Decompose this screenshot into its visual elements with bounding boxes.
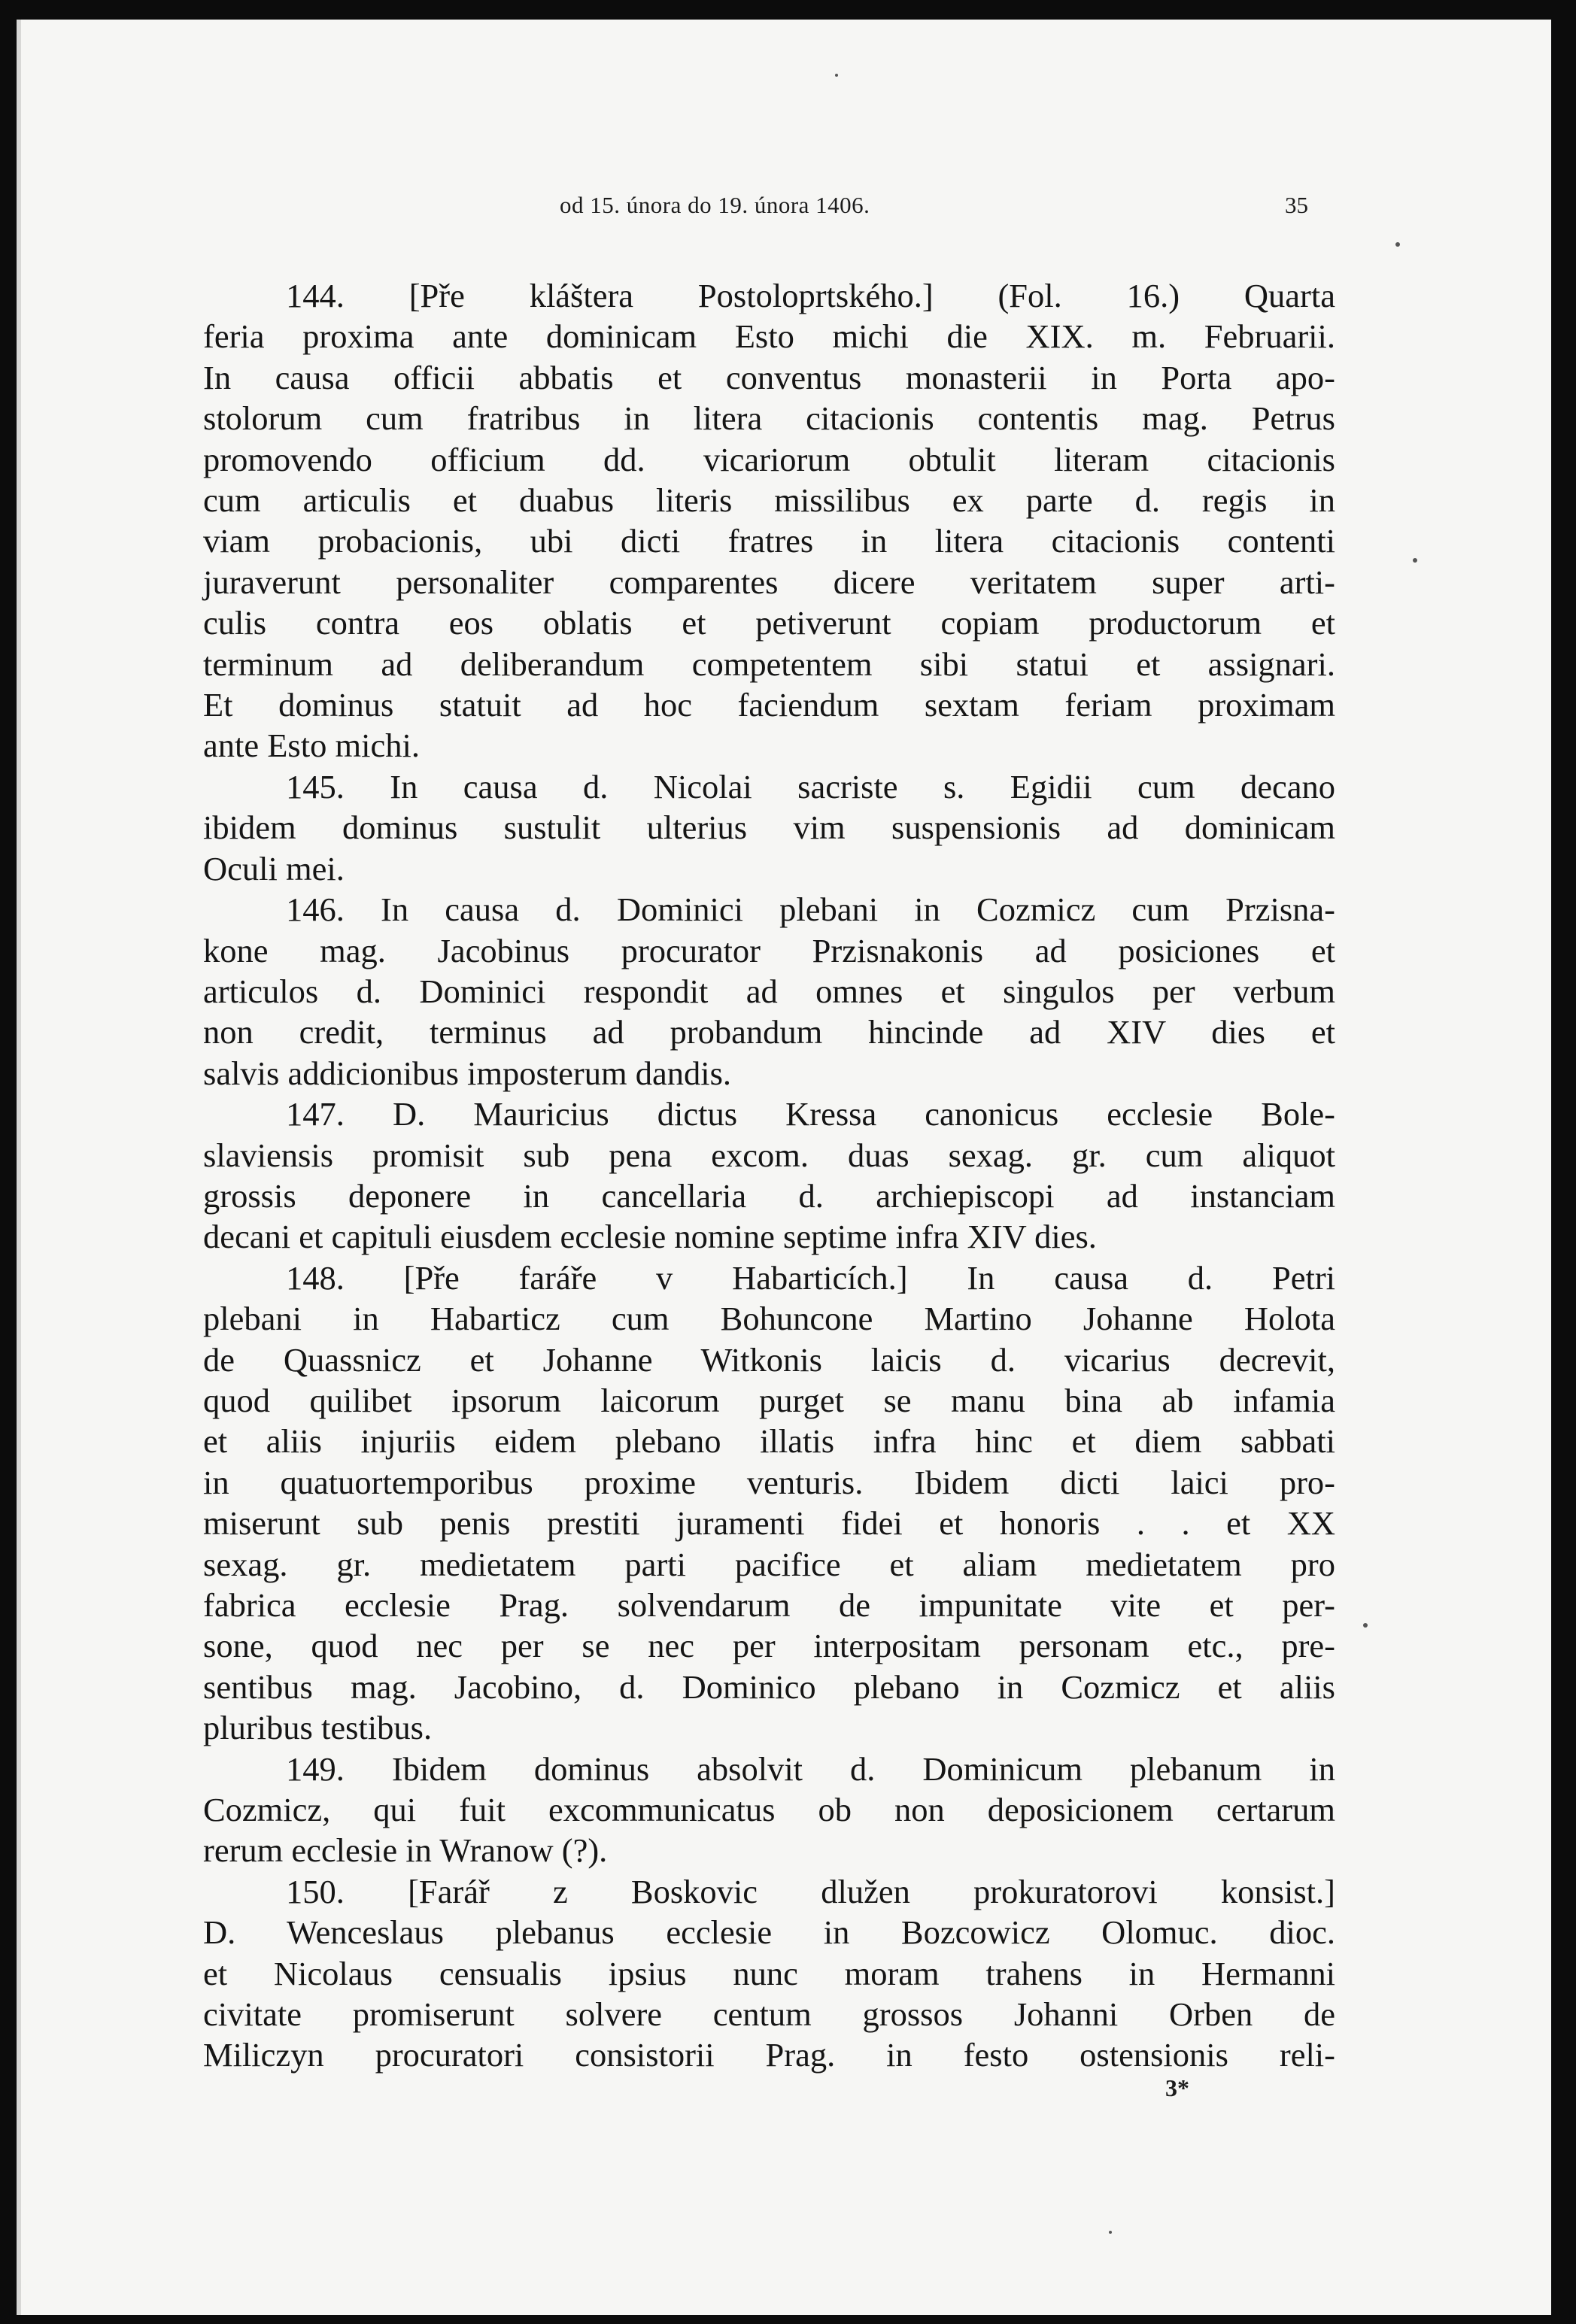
text-line: et aliis injuriis eidem plebano illatis infra hinc et diem sabbati — [203, 1422, 1335, 1461]
text-line: ibidem dominus sustulit ulterius vim suspensionis ad dominicam — [203, 809, 1335, 847]
entry-148 — [203, 1258, 1335, 1749]
text-line: civitate promiserunt solvere centum grossos Johanni Orben de — [203, 1995, 1335, 2034]
body-text — [203, 275, 1335, 2076]
text-line: articulos d. Dominici respondit ad omnes et singulos per verbum — [203, 972, 1335, 1010]
entry-144 — [203, 275, 1335, 766]
text-line: juraverunt personaliter comparentes dicere veritatem super arti- — [203, 563, 1335, 601]
text-line: in quatuortemporibus proxime venturis. Ibidem dicti laici pro- — [203, 1463, 1335, 1501]
text-line: kone mag. Jacobinus procurator Przisnakonis ad posiciones et — [203, 931, 1335, 969]
text-line: Miliczyn procuratori consistorii Prag. in festo ostensionis reli- — [203, 2036, 1335, 2074]
text-line: ante Esto michi. — [203, 727, 420, 765]
dust-speck — [1363, 1623, 1368, 1628]
text-line: 144. [Pře kláštera Postoloprtského.] (Fol. 16.) Quarta — [286, 277, 1335, 314]
entry-145 — [203, 766, 1335, 889]
dust-speck — [835, 74, 838, 77]
running-head: od 15. února do 19. února 1406. — [560, 192, 870, 218]
text-line: 150. [Farář z Boskovic dlužen prokuratorovi konsist.] — [286, 1872, 1335, 1910]
text-line: grossis deponere in cancellaria d. archiepiscopi ad instanciam — [203, 1176, 1335, 1215]
dust-speck — [1413, 558, 1417, 563]
text-line: slaviensis promisit sub pena excom. duas sexag. gr. cum aliquot — [203, 1136, 1335, 1174]
text-line: promovendo officium dd. vicariorum obtulit literam citacionis — [203, 440, 1335, 478]
page-header — [17, 192, 1551, 229]
text-line: sentibus mag. Jacobino, d. Dominico plebano in Cozmicz et aliis — [203, 1667, 1335, 1706]
text-line: non credit, terminus ad probandum hincinde ad XIV dies et — [203, 1013, 1335, 1051]
text-line: stolorum cum fratribus in litera citacionis contentis mag. Petrus — [203, 399, 1335, 438]
text-line: sone, quod nec per se nec per interpositam personam etc., pre- — [203, 1627, 1335, 1665]
text-line: de Quassnicz et Johanne Witkonis laicis d. vicarius decrevit, — [203, 1340, 1335, 1379]
text-line: 145. In causa d. Nicolai sacriste s. Egidii cum decano — [286, 767, 1335, 806]
text-line: rerum ecclesie in Wranow (?). — [203, 1831, 608, 1870]
text-line: quod quilibet ipsorum laicorum purget se manu bina ab infamia — [203, 1381, 1335, 1419]
text-line: 148. [Pře faráře v Habarticích.] In causa d. Petri — [286, 1258, 1335, 1297]
binding-gutter — [17, 20, 21, 2315]
scanned-page — [17, 20, 1551, 2315]
text-line: 149. Ibidem dominus absolvit d. Dominicum plebanum in — [286, 1749, 1335, 1788]
text-line: Oculi mei. — [203, 849, 345, 887]
signature-mark: 3* — [1165, 2074, 1189, 2101]
text-line: feria proxima ante dominicam Esto michi die XIX. m. Februarii. — [203, 317, 1335, 356]
text-line: In causa officii abbatis et conventus monasterii in Porta apo- — [203, 358, 1335, 396]
text-line: plebani in Habarticz cum Bohuncone Martino Johanne Holota — [203, 1300, 1335, 1338]
text-line: salvis addicionibus imposterum dandis. — [203, 1054, 732, 1092]
text-line: fabrica ecclesie Prag. solvendarum de impunitate vite et per- — [203, 1586, 1335, 1624]
text-line: Cozmicz, qui fuit excommunicatus ob non deposicionem certarum — [203, 1791, 1335, 1829]
text-line: culis contra eos oblatis et petiverunt copiam productorum et — [203, 604, 1335, 642]
text-line: viam probacionis, ubi dicti fratres in litera citacionis contenti — [203, 522, 1335, 560]
text-line: D. Wenceslaus plebanus ecclesie in Bozcowicz Olomuc. dioc. — [203, 1913, 1335, 1952]
entry-147 — [203, 1094, 1335, 1258]
entry-146 — [203, 889, 1335, 1094]
text-line: cum articulis et duabus literis missilibus ex parte d. regis in — [203, 481, 1335, 520]
entry-149 — [203, 1749, 1335, 1871]
page-number: 35 — [1285, 192, 1308, 218]
text-line: pluribus testibus. — [203, 1709, 433, 1747]
text-line: 147. D. Mauricius dictus Kressa canonicus ecclesie Bole- — [286, 1095, 1335, 1133]
text-line: sexag. gr. medietatem parti pacifice et aliam medietatem pro — [203, 1545, 1335, 1583]
entry-150 — [203, 1871, 1335, 2076]
dust-speck — [1109, 2231, 1112, 2234]
text-line: 146. In causa d. Dominici plebani in Cozmicz cum Przisna- — [286, 890, 1335, 929]
dust-speck — [1395, 242, 1400, 247]
text-line: Et dominus statuit ad hoc faciendum sextam feriam proximam — [203, 686, 1335, 724]
text-line: miserunt sub penis prestiti juramenti fidei et honoris . . et XX — [203, 1504, 1335, 1543]
text-line: terminum ad deliberandum competentem sibi statui et assignari. — [203, 645, 1335, 683]
text-line: et Nicolaus censualis ipsius nunc moram trahens in Hermanni — [203, 1954, 1335, 1992]
text-line: decani et capituli eiusdem ecclesie nomine septime infra XIV dies. — [203, 1218, 1097, 1256]
